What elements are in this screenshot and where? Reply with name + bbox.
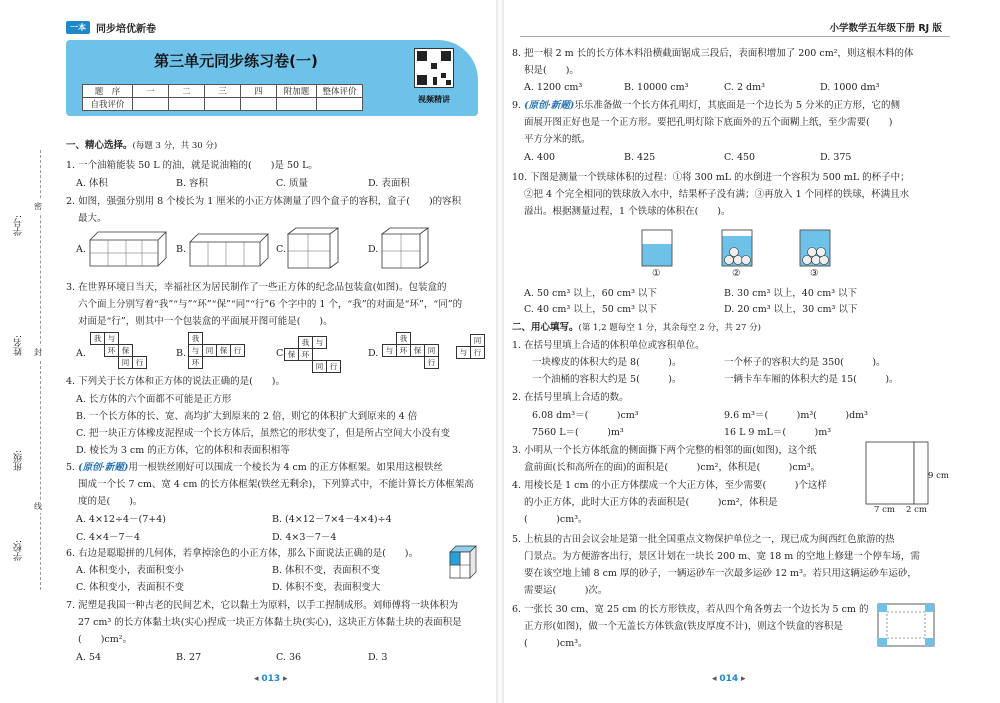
header-rule	[520, 36, 950, 37]
fill-2: 2. 在括号里填上合适的数。	[512, 392, 629, 403]
fill-4-cont: ( )cm³。	[524, 514, 588, 525]
score-header: 整体评价	[317, 85, 363, 98]
brand	[66, 20, 156, 35]
fill-1: 1. 在括号里填上合适的体积单位或容积单位。	[512, 340, 705, 351]
net-a: 我 与 环 保 同 行	[90, 332, 147, 369]
question-5-cont: 围成一个长 7 cm、宽 4 cm 的长方体框架(铁丝无剩余)，下列算式中，不能计算长方体框架高	[78, 479, 474, 490]
option[interactable]: A. 长方体的六个面都不可能是正方形	[76, 394, 232, 405]
page-number: ◂ 014 ▸	[712, 674, 746, 684]
score-cell[interactable]	[277, 98, 317, 111]
option[interactable]: B. 27	[176, 652, 202, 663]
dim-label-width: 2 cm	[906, 505, 927, 515]
qr-label: 视频精讲	[418, 95, 450, 104]
question-10: 10. 下图是测量一个铁球体积的过程：①将 300 mL 的水倒进一个容积为 500 mL 的杯子中；	[512, 172, 910, 183]
score-cell[interactable]	[133, 98, 169, 111]
fill-item[interactable]: 9.6 m³＝( )m³( )dm³	[724, 410, 868, 421]
seal-mark: 封	[34, 348, 42, 357]
question-3-cont: 六个面上分别写着“我”“与”“环”“保”“同”“行”6 个字中的 1 个，“我”的对面是“环”，“同”的	[78, 299, 463, 310]
option[interactable]: B. 425	[624, 152, 656, 163]
box-b-figure	[188, 232, 270, 268]
option[interactable]: D. 20 cm³ 以上，30 cm³ 以下	[724, 304, 858, 315]
student-name-field[interactable]: 姓名:	[14, 335, 24, 357]
option[interactable]: B. 一个长方体的长、宽、高均扩大到原来的 2 倍，则它的体积扩大到原来的 4 倍	[76, 411, 418, 422]
option[interactable]: A. 400	[524, 152, 556, 163]
book-header: 小学数学五年级下册 RJ 版	[829, 23, 942, 34]
score-cell[interactable]	[205, 98, 241, 111]
fill-item[interactable]: 7560 L＝( )m³	[532, 427, 624, 438]
option[interactable]: A. 54	[76, 652, 101, 663]
score-cell[interactable]	[169, 98, 205, 111]
fill-item[interactable]: 6.08 dm³＝( )cm³	[532, 410, 639, 421]
option[interactable]: A. 体积变小，表面积变小	[76, 565, 184, 576]
score-header: 三	[205, 85, 241, 98]
cup-label: ①	[652, 268, 661, 279]
stacked-cubes-figure	[446, 542, 480, 580]
option[interactable]: A.	[76, 348, 86, 359]
question-1: 1. 一个油箱能装 50 L 的油，就是说油箱的( )是 50 L。	[66, 160, 318, 171]
question-7: 7. 泥塑是我国一种古老的民间艺术，它以黏土为原料，以手工捏制成形。刘师傅将一块体积为	[66, 600, 459, 611]
cup-label: ②	[732, 268, 741, 279]
net-c: 我 与 保 环 同 行	[284, 336, 355, 373]
section-heading: 二、用心填写。(第 1,2 题每空 1 分，其余每空 2 分，共 27 分)	[512, 322, 761, 333]
question-3: 3. 在世界环境日当天，幸福社区为居民制作了一些正方体的纪念品包装盒(如图)。包装盒的	[66, 282, 447, 293]
net-b: 我 与 同 保 行 环	[188, 332, 245, 369]
question-7-cont: ( )cm²。	[78, 634, 133, 645]
section-heading: 一、精心选择。(每题 3 分，共 30 分)	[66, 140, 218, 151]
option[interactable]: A. 体积	[76, 178, 108, 189]
option[interactable]: D.	[368, 244, 379, 255]
option[interactable]: C. 4×4－7－4	[76, 532, 141, 543]
option[interactable]: B.	[176, 348, 187, 359]
option[interactable]: C. 40 cm³ 以上，50 cm³ 以下	[524, 304, 658, 315]
question-2-cont: 最大。	[78, 213, 107, 224]
option[interactable]: C.	[276, 244, 286, 255]
option[interactable]: D. 体积不变，表面积变大	[272, 582, 381, 593]
fill-6-cont: ( )cm³。	[524, 638, 588, 649]
option[interactable]: A. 4×12÷4－(7+4)	[76, 514, 166, 525]
option[interactable]: B. 30 cm³ 以上，40 cm³ 以下	[724, 288, 858, 299]
score-header-row	[83, 85, 363, 98]
page-title: 第三单元同步练习卷(一)	[154, 52, 318, 70]
option[interactable]: D. 375	[820, 152, 852, 163]
title-banner	[66, 40, 478, 116]
score-cell[interactable]	[241, 98, 277, 111]
question-7-cont: 27 cm³ 的长方体黏土块(实心)捏成一块正方体黏土块(实心)，这块正方体黏土块的表面积是	[78, 617, 462, 628]
score-cell[interactable]	[317, 98, 363, 111]
question-5: 5. (原创·新题)用一根铁丝刚好可以围成一个棱长为 4 cm 的正方体框架。如果用这根铁丝	[66, 462, 443, 473]
brand-name: 同步培优新卷	[96, 24, 156, 35]
question-3-cont: 对面是“行”，则其中一个包装盒的平面展开图可能是( )。	[78, 316, 333, 327]
option[interactable]: B. 容积	[176, 178, 209, 189]
fill-3: 3. 小明从一个长方体纸盒的侧面撕下两个完整的相邻的面(如图)，这个纸	[512, 445, 817, 456]
question-9-cont: 面展开图正好也是一个正方形。要把孔明灯除下底面外的五个面糊上纸，至少需要( )	[524, 117, 893, 128]
school-field[interactable]: 学校:	[14, 540, 24, 562]
score-header: 四	[241, 85, 277, 98]
brand-tag: 一本	[66, 21, 90, 34]
option[interactable]: C. 36	[276, 652, 302, 663]
score-header: 二	[169, 85, 205, 98]
dim-label-height: 9 cm	[928, 471, 949, 481]
cup-label: ③	[810, 268, 819, 279]
box-c-figure	[286, 226, 342, 270]
score-table	[82, 84, 363, 111]
option[interactable]: B. 10000 cm³	[624, 82, 689, 93]
fill-item[interactable]: 一块橡皮的体积大约是 8( )。	[532, 357, 682, 368]
question-2: 2. 如图，强强分别用 8 个棱长为 1 厘米的小正方体测量了四个盒子的容积，盒子( )的容积	[66, 196, 462, 207]
score-eval-label: 自我评价	[83, 98, 133, 111]
fill-item[interactable]: 一辆卡车车厢的体积大约是 15( )。	[724, 374, 899, 385]
fill-4: 4. 用棱长是 1 cm 的小正方体摆成一个大正方体，至少需要( )个这样	[512, 480, 827, 491]
fill-item[interactable]: 16 L 9 mL＝( )m³	[724, 427, 832, 438]
question-5-cont: 度的是( )。	[78, 496, 143, 507]
student-id-field[interactable]: 学号:	[14, 215, 24, 237]
box-d-figure	[380, 226, 436, 270]
cup-1	[642, 230, 672, 266]
option[interactable]: D. 棱长为 3 cm 的正方体，它的体积和表面积相等	[76, 445, 290, 456]
fill-5-cont: 门景点。为方便游客出行，景区计划在一块长 200 m、宽 18 m 的空地上修建一个停车场，需	[524, 551, 920, 562]
fill-5: 5. 上杭县的古田会议会址是第一批全国重点文物保护单位之一，现已成为闽西红色旅游的热	[512, 534, 895, 545]
fill-5-cont: 需要运( )次。	[524, 585, 608, 596]
option[interactable]: B. 体积不变，表面积不变	[272, 565, 381, 576]
question-9-cont: 平方分米的纸。	[524, 134, 591, 145]
question-10-cont: 溢出。根据测量过程，1 个铁球的体积在( )。	[524, 206, 731, 217]
option[interactable]: C.	[276, 348, 286, 359]
seal-mark: 线	[34, 502, 42, 511]
fill-item[interactable]: 一个杯子的容积大约是 350( )。	[724, 357, 886, 368]
option[interactable]: D. 1000 dm³	[820, 82, 880, 93]
option[interactable]: C. 2 dm³	[724, 82, 765, 93]
net-d: 我 与 环 保 同 行	[382, 332, 439, 369]
option[interactable]: A.	[76, 244, 86, 255]
fill-4-cont: 的小正方体，此时大正方体的表面积是( )cm²，体积是	[524, 497, 778, 508]
score-eval-row	[83, 98, 363, 111]
option[interactable]: D. 3	[368, 652, 388, 663]
seal-mark: 密	[34, 202, 42, 211]
option[interactable]: D.	[368, 348, 379, 359]
option[interactable]: D. 4×3－7－4	[272, 532, 337, 543]
page-number: ◂ 013 ▸	[254, 674, 288, 684]
cube-figure: 同 与 行	[456, 334, 485, 359]
class-field[interactable]: 班级:	[14, 450, 24, 472]
question-9: 9. (原创·新题)乐乐准备做一个长方体孔明灯，其底面是一个边长为 5 分米的正方形，它的侧	[512, 100, 900, 111]
option[interactable]: A. 1200 cm³	[524, 82, 583, 93]
score-header: 题 序	[83, 85, 133, 98]
option[interactable]: A. 50 cm³ 以上，60 cm³ 以下	[524, 288, 657, 299]
fill-6-cont: 正方形(如图)，做一个无盖长方体铁盒(铁皮厚度不计)，则这个铁盒的容积是	[524, 621, 843, 632]
fill-5-cont: 要在该空地上铺 8 cm 厚的砂子，一辆运砂车一次最多运砂 12 m³。若只用这辆运砂车运砂，	[524, 568, 917, 579]
fill-item[interactable]: 一个油桶的容积大约是 5( )。	[532, 374, 682, 385]
seal-line	[40, 150, 41, 590]
question-4: 4. 下列关于长方体和正方体的说法正确的是( )。	[66, 376, 285, 387]
score-header: 附加题	[277, 85, 317, 98]
dim-label-length: 7 cm	[874, 505, 895, 515]
score-header: 一	[133, 85, 169, 98]
cup-2	[722, 230, 752, 266]
fill-6: 6. 一张长 30 cm、宽 25 cm 的长方形铁皮，若从四个角各剪去一个边长为 5 cm 的	[512, 604, 869, 615]
option[interactable]: C. 体积变小，表面积不变	[76, 582, 184, 593]
question-10-cont: ②把 4 个完全相同的铁球放入水中，结果杯子没有满；③再放入 1 个同样的铁球，杯满且水	[524, 189, 910, 200]
sheet-metal-figure	[876, 602, 938, 648]
box-a-figure	[88, 226, 168, 268]
qr-code-icon[interactable]	[414, 48, 454, 88]
option[interactable]: C. 质量	[276, 178, 308, 189]
option[interactable]: B. (4×12－7×4－4×4)÷4	[272, 514, 392, 525]
question-6: 6. 右边是聪聪拼的几何体，若拿掉涂色的小正方体，那么下面说法正确的是( )。	[66, 548, 418, 559]
option[interactable]: D. 表面积	[368, 178, 410, 189]
option[interactable]: B.	[176, 244, 187, 255]
option[interactable]: C. 450	[724, 152, 756, 163]
fill-3-cont: 盒前面(长和高所在的面)的面积是( )cm²，体积是( )cm³。	[524, 462, 821, 473]
cup-3	[800, 230, 830, 266]
question-8: 8. 把一根 2 m 长的长方体木料沿横截面锯成三段后，表面积增加了 200 cm²，则这根木料的体	[512, 48, 914, 59]
option[interactable]: C. 把一块正方体橡皮泥捏成一个长方体后，虽然它的形状变了，但是所占空间大小没有变	[76, 428, 450, 439]
question-8-cont: 积是( )。	[524, 65, 579, 76]
